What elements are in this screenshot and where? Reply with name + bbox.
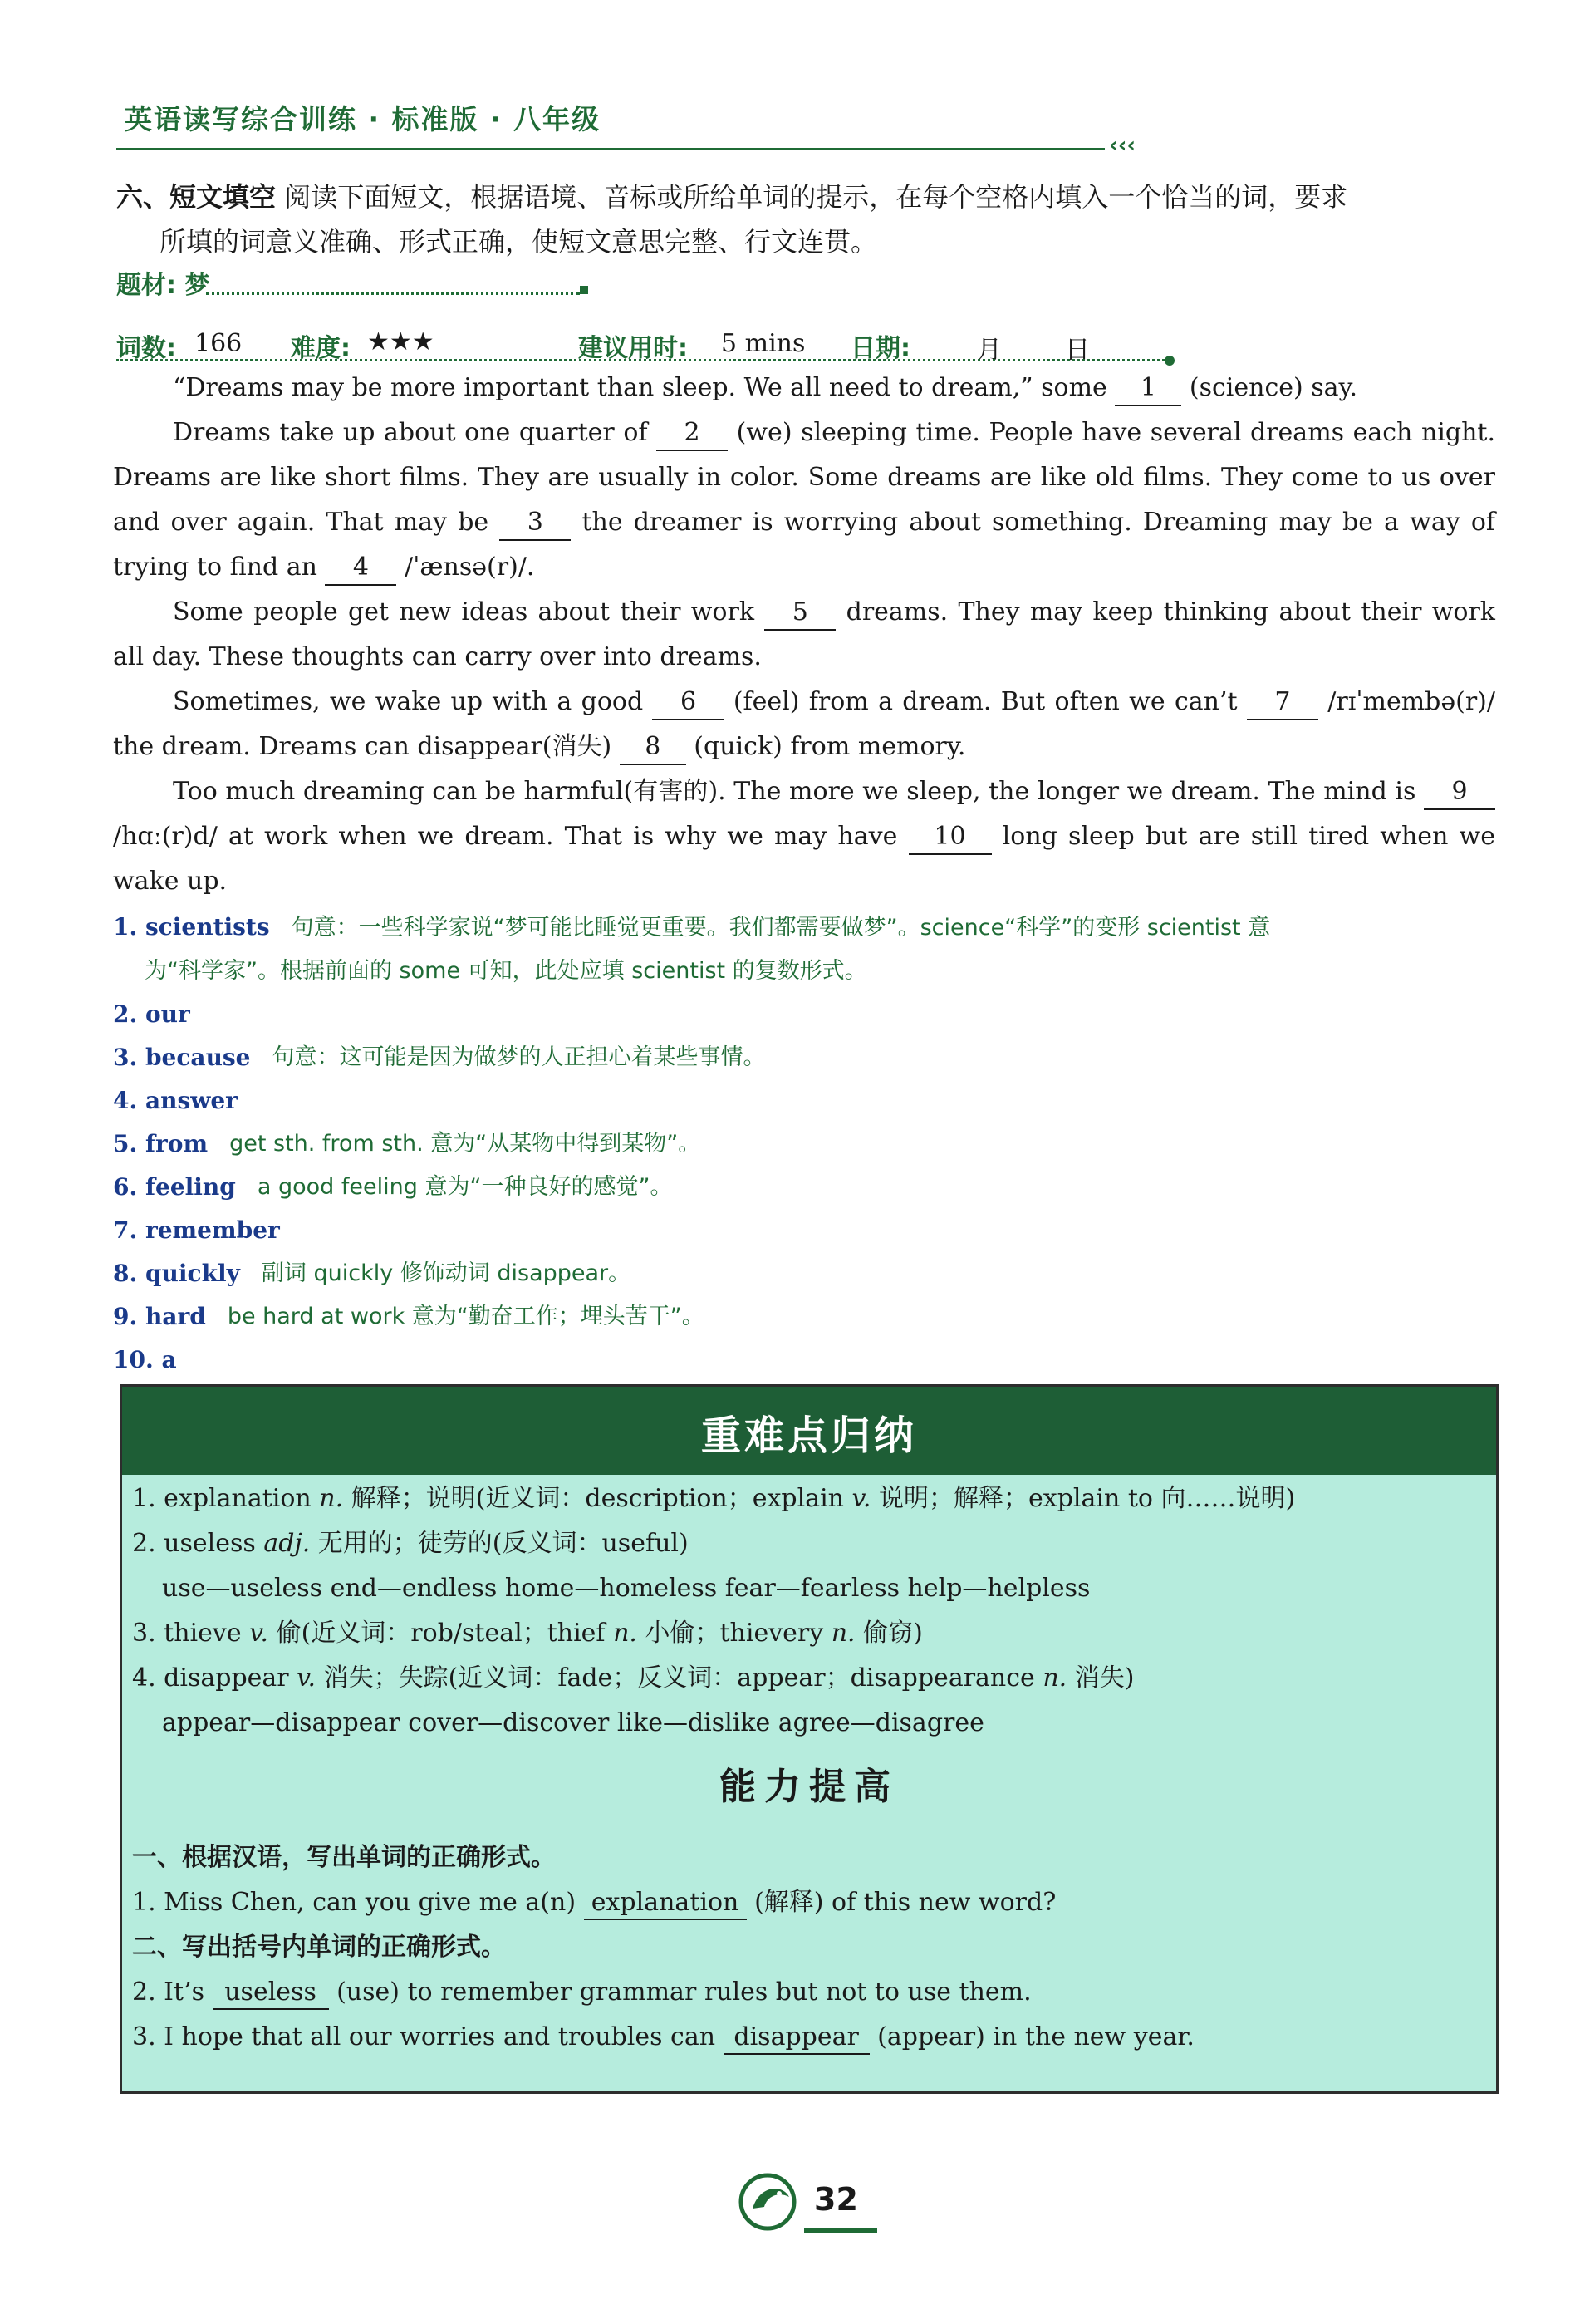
passage [113,366,1495,904]
q2-answer: useless [213,1977,329,2010]
time-value: 5 mins [721,329,806,358]
paragraph-3: Some people get new ideas about their work 5 dreams. They may keep thinking about their work all day. These thoughts can carry over into dreams. [113,597,1495,671]
words-value: 166 [194,329,243,358]
vocab-item-disappear: 4. disappear v. 消失；失踪(近义词：fade；反义词：appear；disappearance n. 消失) [132,1663,1135,1693]
exercise-q3: 3. I hope that all our worries and troubles can disappear (appear) in the new year. [132,2015,1478,2060]
vocab-item-thieve: 3. thieve v. 偷(近义词：rob/steal；thief n. 小偷；thievery n. 偷窃) [132,1619,923,1648]
dotline-end-dot [1165,356,1175,366]
summary-box [120,1384,1499,2094]
topic-row [116,264,209,301]
words-label: 词数: [116,334,176,363]
paragraph-5: Too much dreaming can be harmful(有害的). The more we sleep, the longer we dream. The mind is 9 /hɑː(r)d/ at work when we dream. That is why we may have 10 long sleep but are still tired when we wake up. [113,777,1495,896]
q3-answer: disappear [724,2022,870,2055]
page-number-underline [804,2228,877,2233]
answer-key-word: 4. answer [113,1087,238,1114]
answer-item [113,1166,1495,1209]
answer-key-word: 1. scientists [113,913,270,941]
page-number: 32 [814,2181,858,2218]
exercise-heading-2: 二、写出括号内单词的正确形式。 [132,1933,506,1962]
answer-key-word: 5. from [113,1130,209,1157]
vocab-examples-disappear: appear—disappear cover—discover like—dislike agree—disagree [162,1708,984,1737]
chevron-icon: ‹‹‹ [1109,133,1136,158]
blank-4: 4 [325,551,396,586]
topic-value: 梦 [184,271,210,300]
exercises [132,1835,1478,2060]
answer-item [113,1079,1495,1123]
meta-dotline [116,359,1170,361]
paragraph-2: Dreams take up about one quarter of 2 (we) sleeping time. People have several dreams each night. Dreams are like short films. They are usually in color. Some dreams are like old films. They come to us over and over again. That may be 3 the dreamer is worrying about something. Dreaming may be a way of trying to find an 4 /ˈænsə(r)/. [113,410,1495,590]
blank-6: 6 [652,685,724,720]
section-label: 六、短文填空 [116,181,277,213]
q1-answer: explanation [584,1887,747,1920]
dolphin-logo-icon [734,2169,804,2235]
exercise-q2: 2. It’s useless (use) to remember grammar rules but not to use them. [132,1970,1478,2015]
blank-7: 7 [1247,685,1318,720]
header-rule [116,148,1105,150]
vocab-item-useless: 2. useless adj. 无用的；徒劳的(反义词：useful) [132,1529,689,1558]
answer-explanation: 句意：一些科学家说“梦可能比睡觉更重要。我们都需要做梦”。science“科学”的变形 scientist 意 [291,915,1271,941]
section-instruction [116,174,1495,264]
answer-explanation: be hard at work 意为“勤奋工作；埋头苦干”。 [227,1304,704,1329]
instruction-line-1: 阅读下面短文，根据语境、音标或所给单词的提示，在每个空格内填入一个恰当的词，要求 [284,181,1348,213]
blank-2: 2 [656,416,728,451]
blank-5: 5 [764,596,836,631]
time-label: 建议用时: [578,334,688,363]
blank-10: 10 [909,820,992,855]
answer-key-word: 2. our [113,1000,190,1028]
month-label: 月 [977,336,1002,365]
answer-item [113,1123,1495,1166]
answer-explanation-cont: 为“科学家”。根据前面的 some 可知，此处应填 scientist 的复数形式。 [145,958,867,984]
dotline-end-square [580,286,588,294]
date-label: 日期: [851,334,910,363]
summary-title: 重难点归纳 [700,1413,917,1459]
answer-explanation: get sth. from sth. 意为“从某物中得到某物”。 [229,1131,701,1157]
answer-item [113,1339,1495,1382]
vocab-examples-useless: use—useless end—endless home—homeless fear—fearless help—helpless [162,1574,1091,1603]
exercise-heading-1: 一、根据汉语，写出单词的正确形式。 [132,1843,556,1872]
improve-title: 能力提高 [719,1766,899,1808]
answer-explanation: 句意：这可能是因为做梦的人正担心着某些事情。 [272,1044,766,1070]
vocab-list [132,1476,1478,1746]
blank-8: 8 [620,730,686,765]
topic-dotline [206,292,580,295]
answer-key-word: 9. hard [113,1303,206,1330]
answer-item [113,1036,1495,1079]
answer-item [113,1295,1495,1339]
paragraph-1: “Dreams may be more important than sleep. We all need to dream,” some 1 (science) say. [113,366,1495,410]
answer-item [113,906,1495,993]
blank-9: 9 [1424,775,1495,810]
summary-header [122,1387,1496,1475]
answer-explanation: a good feeling 意为“一种良好的感觉”。 [257,1174,673,1200]
answer-key-word: 3. because [113,1044,251,1071]
topic-label: 题材: [116,271,176,300]
answer-item [113,993,1495,1036]
answer-key-word: 6. feeling [113,1173,236,1201]
blank-3: 3 [499,506,571,541]
answer-key-word: 8. quickly [113,1260,240,1287]
answer-key-word: 7. remember [113,1216,280,1244]
difficulty-label: 难度: [291,334,351,363]
book-title: 英语读写综合训练 · 标准版 · 八年级 [125,103,601,135]
vocab-item-explanation: 1. explanation n. 解释；说明(近义词：description；explain v. 说明；解释；explain to 向……说明) [132,1484,1296,1513]
instruction-line-2: 所填的词意义准确、形式正确，使短文意思完整、行文连贯。 [159,226,878,258]
difficulty-stars: ★★★ [367,327,434,356]
exercise-q1: 1. Miss Chen, can you give me a(n) explanation (解释) of this new word? [132,1880,1478,1925]
answer-item [113,1209,1495,1252]
blank-1: 1 [1115,371,1181,406]
answer-explanation: 副词 quickly 修饰动词 disappear。 [261,1260,631,1286]
paragraph-4: Sometimes, we wake up with a good 6 (feel) from a dream. But often we can’t 7 /rɪˈmembə(r)/ the dream. Dreams can disappear(消失) 8 (quick) from memory. [113,680,1495,769]
day-label: 日 [1065,336,1090,365]
answer-item [113,1252,1495,1295]
answer-key-word: 10. a [113,1346,177,1373]
answer-key [113,906,1495,1382]
